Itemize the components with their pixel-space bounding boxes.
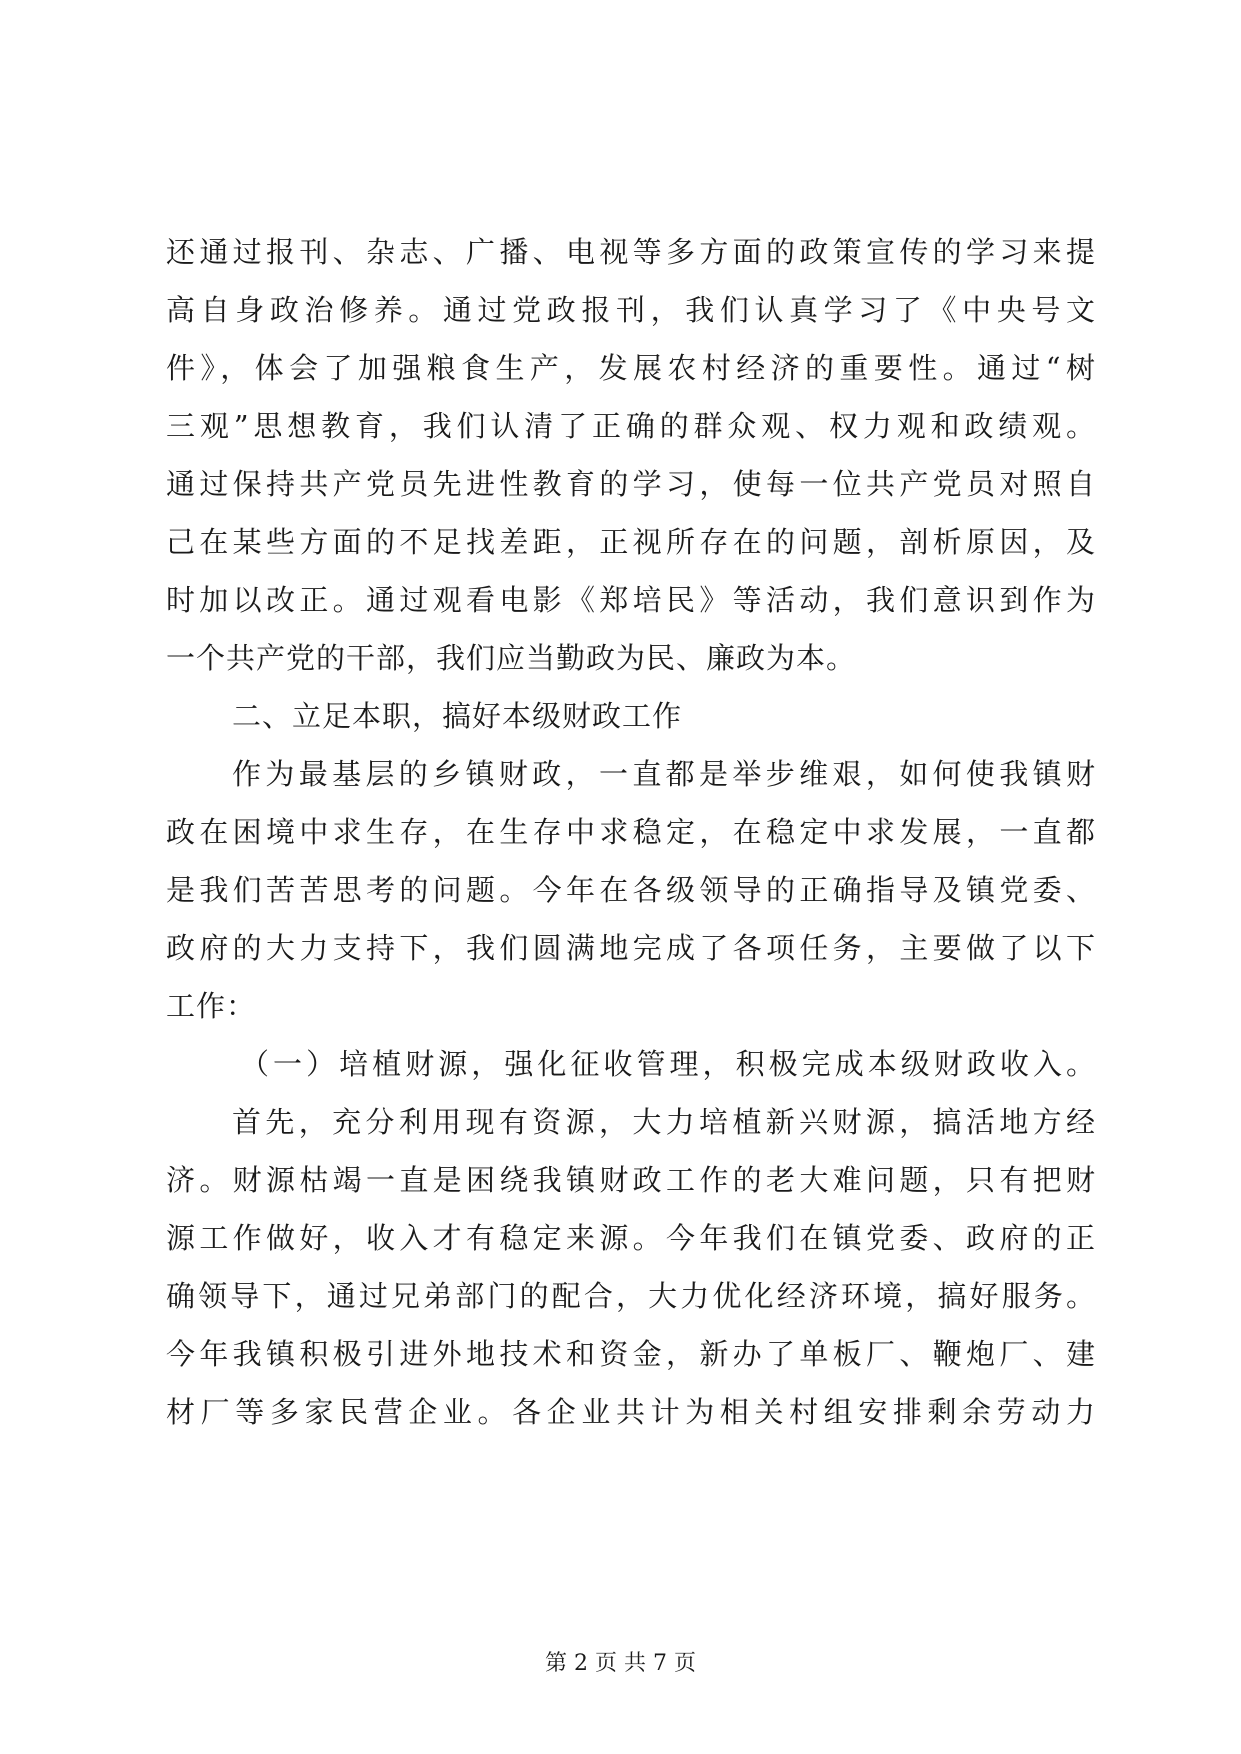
text-line: 确领导下，通过兄弟部门的配合，大力优化经济环境，搞好服务。 (166, 1279, 1096, 1313)
text-line: 政在困境中求生存，在生存中求稳定，在稳定中求发展，一直都 (166, 815, 1096, 849)
text-line: 政府的大力支持下，我们圆满地完成了各项任务，主要做了以下 (166, 931, 1096, 965)
text-line: 材厂等多家民营企业。各企业共计为相关村组安排剩余劳动力 (166, 1395, 1096, 1429)
text-line: 件》，体会了加强粮食生产，发展农村经济的重要性。通过“树 (166, 351, 1096, 385)
text-line: 工作： (166, 989, 257, 1023)
text-line: 首先，充分利用现有资源，大力培植新兴财源，搞活地方经 (232, 1105, 1096, 1139)
text-line: 一个共产党的干部，我们应当勤政为民、廉政为本。 (166, 641, 857, 675)
text-line: 今年我镇积极引进外地技术和资金，新办了单板厂、鞭炮厂、建 (166, 1337, 1096, 1371)
text-line: 时加以改正。通过观看电影《郑培民》等活动，我们意识到作为 (166, 583, 1096, 617)
text-line: 济。财源枯竭一直是困绕我镇财政工作的老大难问题，只有把财 (166, 1163, 1096, 1197)
text-line: 高自身政治修养。通过党政报刊，我们认真学习了《中央号文 (166, 293, 1096, 327)
text-line: 源工作做好，收入才有稳定来源。今年我们在镇党委、政府的正 (166, 1221, 1096, 1255)
text-line: 还通过报刊、杂志、广播、电视等多方面的政策宣传的学习来提 (166, 235, 1096, 269)
text-line: 己在某些方面的不足找差距，正视所存在的问题，剖析原因，及 (166, 525, 1096, 559)
subsection-heading: （一）培植财源，强化征收管理，积极完成本级财政收入。 (240, 1047, 1096, 1081)
page-footer: 第 2 页 共 7 页 (545, 1651, 696, 1676)
text-line: 通过保持共产党员先进性教育的学习，使每一位共产党员对照自 (166, 467, 1096, 501)
section-heading: 二、立足本职，搞好本级财政工作 (232, 699, 683, 733)
text-line: 三观”思想教育，我们认清了正确的群众观、权力观和政绩观。 (166, 409, 1096, 443)
text-line: 作为最基层的乡镇财政，一直都是举步维艰，如何使我镇财 (232, 757, 1096, 791)
text-line: 是我们苦苦思考的问题。今年在各级领导的正确指导及镇党委、 (166, 873, 1096, 907)
